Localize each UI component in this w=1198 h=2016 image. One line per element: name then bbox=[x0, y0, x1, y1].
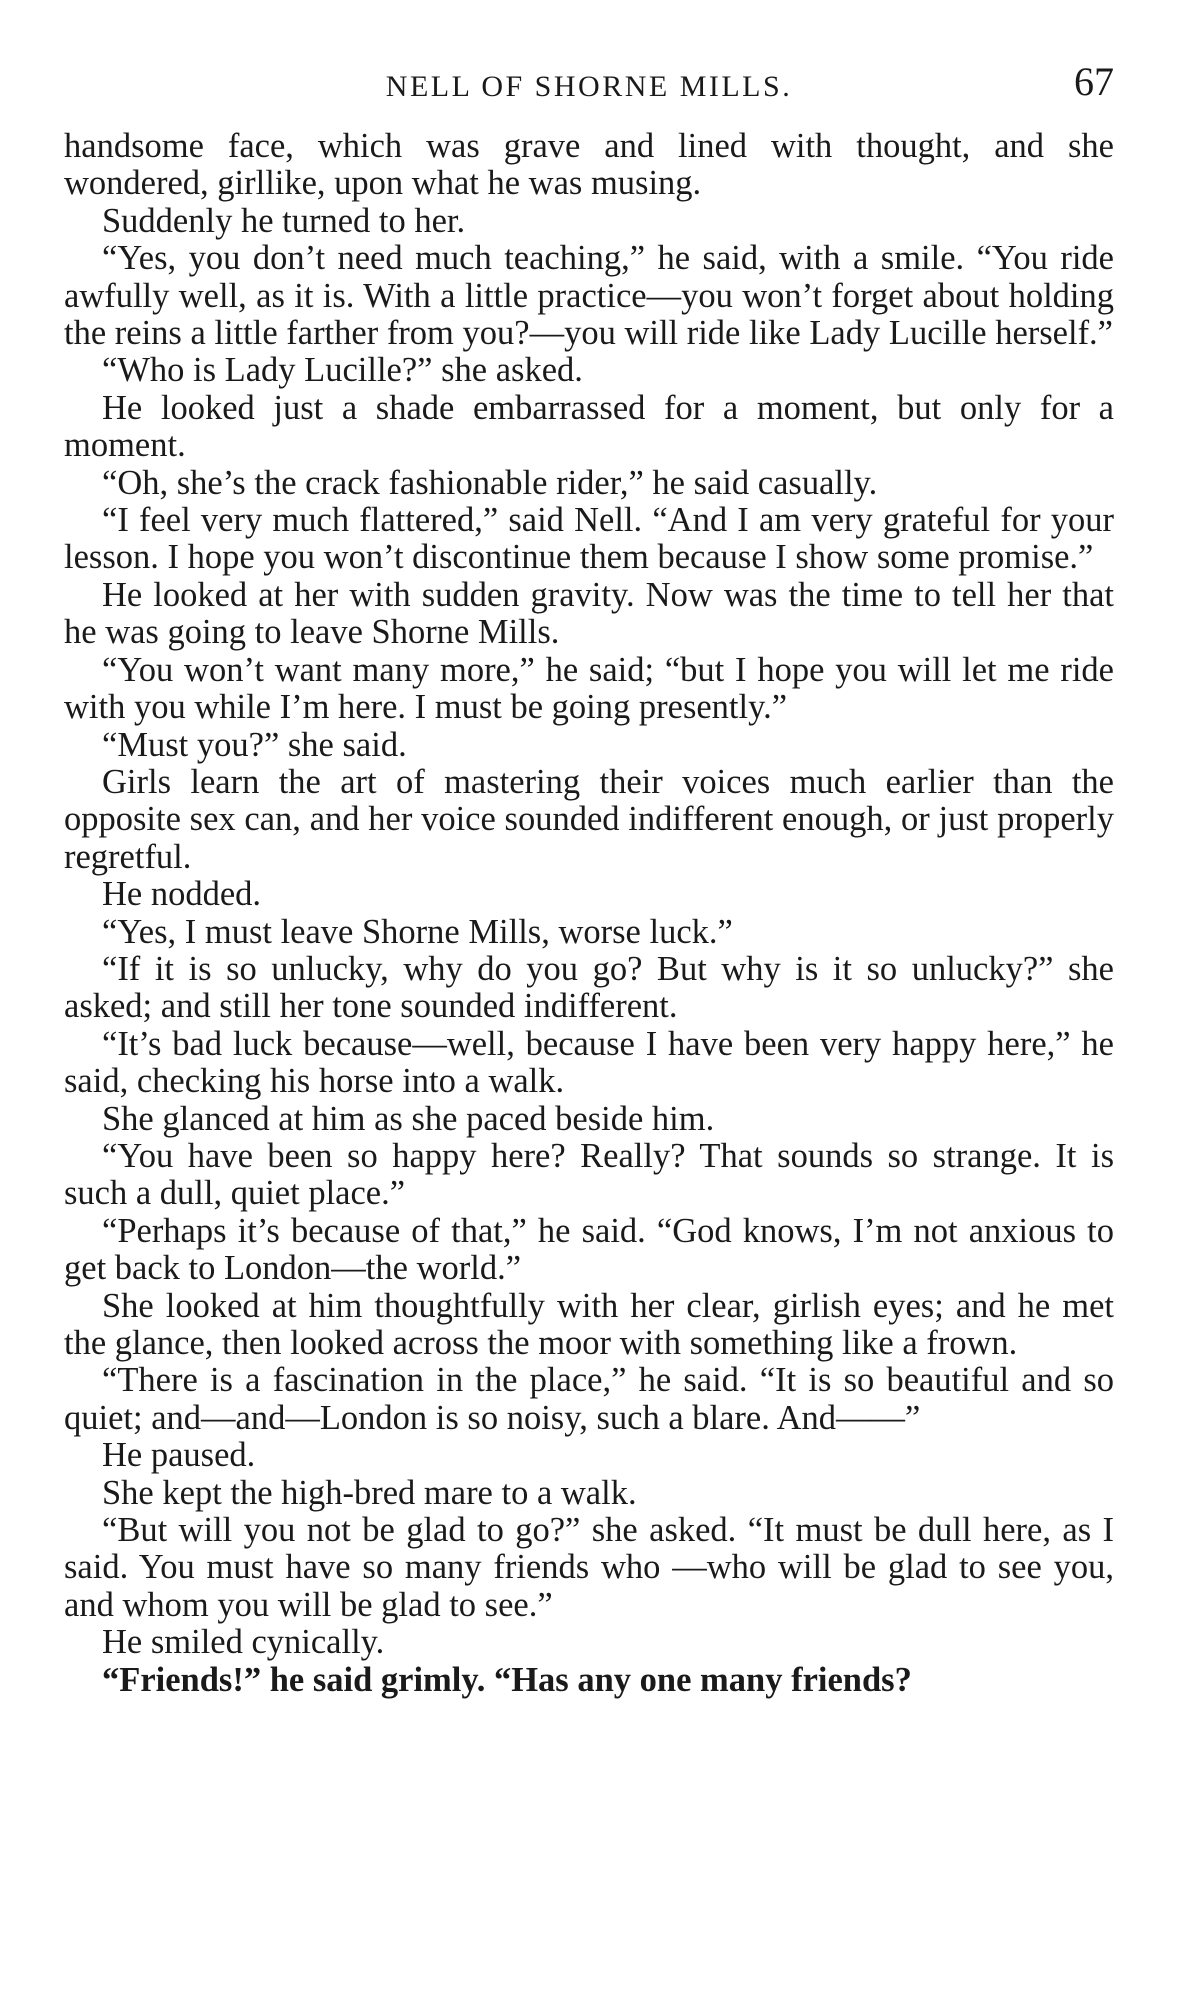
paragraph: She glanced at him as she paced beside him. bbox=[102, 1099, 715, 1138]
paragraph: handsome face, which was grave and lined with thought, and she wondered, girllike, upon what he was musing. bbox=[64, 127, 1114, 203]
paragraph: “If it is so unlucky, why do you go? But why is it so unlucky?” she asked; and still her tone sounded indifferent. bbox=[64, 949, 1114, 1026]
paragraph: “You have been so happy here? Really? That sounds so strange. It is such a dull, quiet place.” bbox=[64, 1136, 1114, 1213]
paragraph: “Friends!” he said grimly. “Has any one many friends? bbox=[102, 1660, 912, 1699]
book-page bbox=[64, 56, 1114, 1699]
running-head bbox=[64, 56, 1114, 116]
paragraph: “Must you?” she said. bbox=[102, 725, 407, 764]
paragraph: “You won’t want many more,” he said; “but I hope you will let me ride with you while I’m here. I must be going presently.” bbox=[64, 650, 1114, 727]
paragraph: Suddenly he turned to her. bbox=[102, 201, 466, 240]
paragraph: He looked just a shade embarrassed for a moment, but only for a moment. bbox=[64, 388, 1114, 465]
paragraph: She looked at him thoughtfully with her clear, girlish eyes; and he met the glance, then looked across the moor with something like a frown. bbox=[64, 1286, 1114, 1362]
paragraph: He smiled cynically. bbox=[102, 1623, 385, 1662]
paragraph: “I feel very much flattered,” said Nell. “And I am very grateful for your lesson. I hope you won’t discontinue them because I show some promise.” bbox=[64, 501, 1114, 577]
page-number: 67 bbox=[1074, 59, 1114, 104]
paragraph: “Perhaps it’s because of that,” he said. “God knows, I’m not anxious to get back to London—the world.” bbox=[64, 1211, 1114, 1288]
paragraph: Girls learn the art of mastering their voices much earlier than the opposite sex can, and her voice sounded indifferent enough, or just properly regretful. bbox=[64, 762, 1114, 876]
paragraph: He nodded. bbox=[102, 875, 262, 914]
paragraph: She kept the high-bred mare to a walk. bbox=[102, 1473, 637, 1512]
paragraph: He paused. bbox=[102, 1436, 256, 1475]
body-text bbox=[64, 128, 1114, 1699]
paragraph: “Yes, you don’t need much teaching,” he said, with a smile. “You ride awfully well, as it is. With a little practice—you won’t forget about holding the reins a little farther from you?—you will ride like Lady Lucille herself.” bbox=[64, 239, 1114, 353]
paragraph: “There is a fascination in the place,” he said. “It is so beautiful and so quiet; and—and—London is so noisy, such a blare. And——” bbox=[64, 1361, 1114, 1437]
paragraph: “But will you not be glad to go?” she asked. “It must be dull here, as I said. You must have so many friends who —who will be glad to see you, and whom you will be glad to see.” bbox=[64, 1511, 1114, 1624]
paragraph: “It’s bad luck because—well, because I have been very happy here,” he said, checking his horse into a walk. bbox=[64, 1024, 1114, 1101]
paragraph: “Who is Lady Lucille?” she asked. bbox=[102, 351, 583, 390]
paragraph: “Yes, I must leave Shorne Mills, worse luck.” bbox=[102, 912, 733, 951]
paragraph: “Oh, she’s the crack fashionable rider,” he said casually. bbox=[102, 463, 878, 502]
running-title: NELL OF SHORNE MILLS. bbox=[385, 70, 793, 103]
paragraph: He looked at her with sudden gravity. Now was the time to tell her that he was going to leave Shorne Mills. bbox=[64, 575, 1114, 652]
